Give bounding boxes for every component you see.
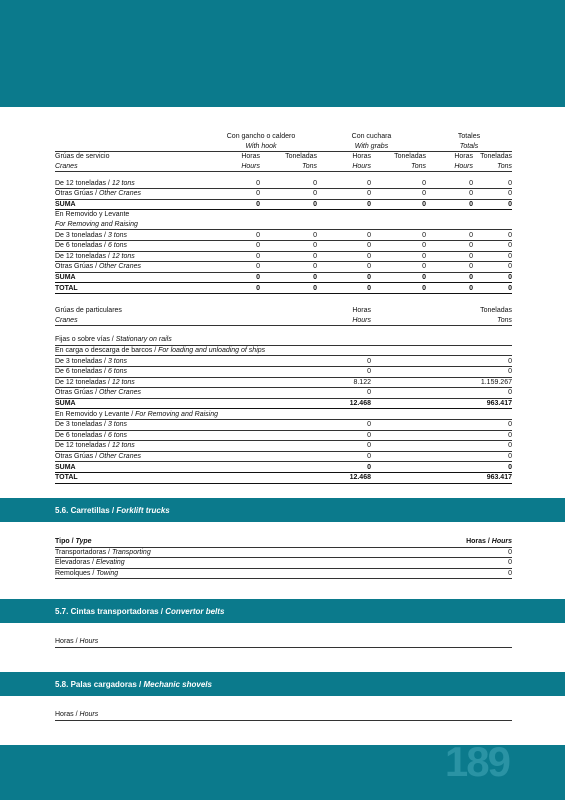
col-hours-en: Hours <box>205 162 260 172</box>
section-label-row: En carga o descarga de barcos / For loading and unloading of ships <box>55 345 512 356</box>
column-header-row-en <box>55 162 512 172</box>
group-label: Con gancho o caldero <box>226 133 296 141</box>
subtotal-row: SUMA 12.468 963.417 <box>55 400 512 408</box>
table-row: Otras Grúas / Other Cranes 0 0 0 0 0 0 <box>55 263 512 271</box>
column-header-row: Grúas de particulares Horas Toneladas <box>55 307 512 315</box>
table-row: De 6 toneladas / 6 tons 0 0 <box>55 431 512 439</box>
total-row: TOTAL 0 0 0 0 0 0 <box>55 284 512 292</box>
section-label-row: En Removido y Levante / For Removing and Raising <box>55 409 512 420</box>
table-row: De 3 toneladas / 3 tons 0 0 <box>55 357 512 365</box>
table-row: De 12 toneladas / 12 tons 0 0 0 0 0 0 <box>55 179 512 187</box>
subtotal-row: SUMA 0 0 0 0 0 0 <box>55 274 512 282</box>
col-hours: Horas <box>241 153 260 161</box>
table-row: De 12 toneladas / 12 tons 8.122 1.159.267 <box>55 378 512 386</box>
table-row: Otras Grúas / Other Cranes 0 0 <box>55 389 512 397</box>
page-number: 189 <box>444 738 509 785</box>
col-hours-en: Hours <box>317 162 371 172</box>
subtotal-row: SUMA 0 0 0 0 0 0 <box>55 200 512 208</box>
group-header-row <box>55 132 512 142</box>
column-header-row <box>55 152 512 162</box>
table-row: De 12 toneladas / 12 tons 0 0 <box>55 442 512 450</box>
section-heading-5-8: 5.8. Palas cargadoras / Mechanic shovels <box>0 672 565 696</box>
row-header: Grúas de servicio <box>55 153 110 161</box>
col-tons-en: Tons <box>260 162 317 172</box>
group-header-row-en <box>55 142 512 152</box>
service-cranes-table <box>55 132 512 294</box>
col-tons: Toneladas <box>394 153 426 161</box>
table-row: Otras Grúas / Other Cranes 0 0 0 0 0 0 <box>55 190 512 198</box>
subtotal-row: SUMA 0 0 <box>55 463 512 471</box>
table-row: De 6 toneladas / 6 tons 0 0 0 0 0 0 <box>55 242 512 250</box>
column-header-row-en: Cranes Hours Tons <box>55 316 512 324</box>
table-row: De 6 toneladas / 6 tons 0 0 <box>55 368 512 376</box>
col-tons-en: Tons <box>473 162 512 172</box>
private-cranes-table <box>55 306 512 484</box>
column-header-row: Tipo / Type Horas / Hours <box>55 538 512 546</box>
hours-row: Horas / Hours <box>55 710 512 721</box>
section-label-row-en: For Removing and Raising <box>55 220 512 230</box>
table-row: Elevadoras / Elevating 0 <box>55 559 512 567</box>
table-row: Transportadoras / Transporting 0 <box>55 548 512 556</box>
col-tons: Toneladas <box>285 153 317 161</box>
forklift-table <box>55 537 512 579</box>
col-hours-en: Hours <box>426 162 473 172</box>
col-tons: Toneladas <box>480 153 512 161</box>
table-row: De 12 toneladas / 12 tons 0 0 0 0 0 0 <box>55 252 512 260</box>
section-heading-5-6: 5.6. Carretillas / Forklift trucks <box>0 498 565 522</box>
group-label: Totales <box>457 133 481 141</box>
section-label-row: Fijas o sobre vías / Stationary on rails <box>55 335 512 345</box>
col-tons-en: Tons <box>371 162 426 172</box>
col-hours: Horas <box>454 153 473 161</box>
group-label-en: Totals <box>426 142 512 152</box>
group-label-en: With grabs <box>317 142 426 152</box>
group-label: Con cuchara <box>351 133 392 141</box>
table-row: De 3 toneladas / 3 tons 0 0 0 0 0 0 <box>55 231 512 239</box>
header-bar <box>0 0 565 107</box>
hours-row: Horas / Hours <box>55 637 512 648</box>
col-hours: Horas <box>352 153 371 161</box>
table-row: Remolques / Towing 0 <box>55 570 512 578</box>
section-heading-5-7: 5.7. Cintas transportadoras / Convertor belts <box>0 599 565 623</box>
row-header-en: Cranes <box>55 162 205 172</box>
table-row: De 3 toneladas / 3 tons 0 0 <box>55 421 512 429</box>
total-row: TOTAL 12.468 963.417 <box>55 474 512 482</box>
section-label-row: En Removido y Levante <box>55 211 130 219</box>
group-label-en: With hook <box>205 142 317 152</box>
table-row: Otras Grúas / Other Cranes 0 0 <box>55 453 512 461</box>
